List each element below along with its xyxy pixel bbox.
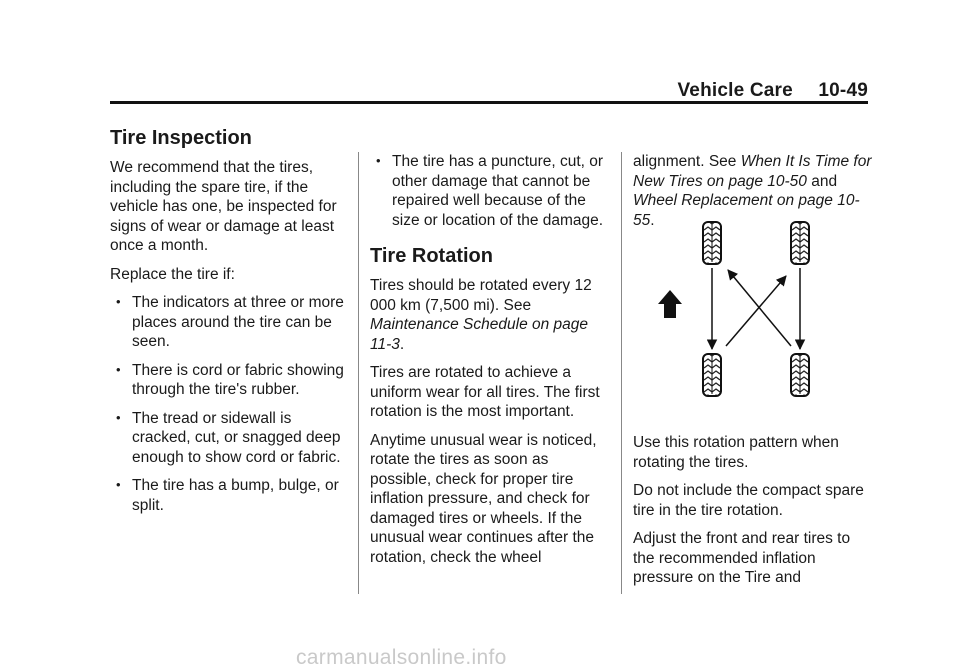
tire-inspection-heading: Tire Inspection bbox=[110, 127, 252, 149]
rotation-interval-paragraph: Tires should be rotated every 12 000 km (7,500 mi). See Maintenance Schedule on page 11-3. bbox=[370, 277, 592, 353]
unusual-wear-paragraph: Anytime unusual wear is noticed, rotate the tires as soon as possible, check for proper tire inflation pressure, and check for damaged tires or wheels. If the unusual wear continues after the rotation, check the wheel bbox=[370, 431, 597, 566]
tire-front-left-icon bbox=[703, 222, 721, 264]
column-2 bbox=[370, 152, 610, 576]
bullet-icon: • bbox=[376, 153, 381, 168]
tire-rotation-heading: Tire Rotation bbox=[370, 245, 493, 267]
header-rule bbox=[110, 101, 868, 104]
pressure-paragraph: Adjust the front and rear tires to the recommended inflation pressure on the Tire and bbox=[633, 530, 851, 586]
page-header bbox=[677, 80, 868, 102]
bullet-icon: • bbox=[116, 361, 121, 377]
list-item: • The tread or sidewall is cracked, cut, or snagged deep enough to show cord or fabric. bbox=[116, 409, 341, 466]
bullet-icon: • bbox=[116, 294, 121, 309]
column-divider bbox=[621, 152, 622, 594]
replace-list bbox=[110, 293, 345, 515]
bullet-icon: • bbox=[116, 409, 121, 425]
tire-front-right-icon bbox=[791, 222, 809, 264]
rotation-purpose-paragraph: Tires are rotated to achieve a uniform wear for all tires. The first rotation is the most important. bbox=[370, 364, 600, 420]
tire-rear-right-icon bbox=[791, 354, 809, 396]
pattern-paragraph: Use this rotation pattern when rotating the tires. bbox=[633, 434, 839, 471]
list-item: • There is cord or fabric showing through the tire's rubber. bbox=[116, 361, 344, 398]
tire-rear-left-icon bbox=[703, 354, 721, 396]
list-item: • The indicators at three or more places around the tire can be seen. bbox=[116, 294, 344, 350]
section-title: Vehicle Care bbox=[677, 80, 793, 101]
watermark: carmanualsonline.info bbox=[296, 646, 507, 669]
list-item: • The tire has a bump, bulge, or split. bbox=[116, 477, 339, 514]
replace-intro: Replace the tire if: bbox=[110, 265, 235, 283]
bullet-icon: • bbox=[116, 477, 121, 492]
alignment-paragraph: alignment. See When It Is Time for New Tires on page 10-50 and Wheel Replacement on page 10-55. bbox=[633, 153, 872, 229]
wheel-replacement-link[interactable]: Wheel Replacement on page 10-55 bbox=[633, 192, 860, 229]
maintenance-schedule-link[interactable]: Maintenance Schedule on page 11-3 bbox=[370, 316, 589, 353]
new-tires-link[interactable]: When It Is Time for New Tires on page 10-50 bbox=[633, 153, 872, 190]
inspection-paragraph: We recommend that the tires, including the spare tire, if the vehicle has one, be inspected for signs of wear or damage at least once a month. bbox=[110, 159, 337, 254]
page-number: 10-49 bbox=[818, 80, 868, 101]
column-divider bbox=[358, 152, 359, 594]
replace-list-continued bbox=[370, 152, 610, 230]
vehicle-front-arrow-icon bbox=[658, 290, 682, 318]
rear-left-to-front-right-arrow bbox=[726, 276, 786, 346]
column-1 bbox=[110, 126, 345, 524]
list-item: • The tire has a puncture, cut, or other damage that cannot be repaired well because of the size or location of the damage. bbox=[376, 153, 604, 229]
spare-tire-paragraph: Do not include the compact spare tire in the tire rotation. bbox=[633, 482, 864, 519]
rotation-diagram bbox=[648, 214, 834, 404]
